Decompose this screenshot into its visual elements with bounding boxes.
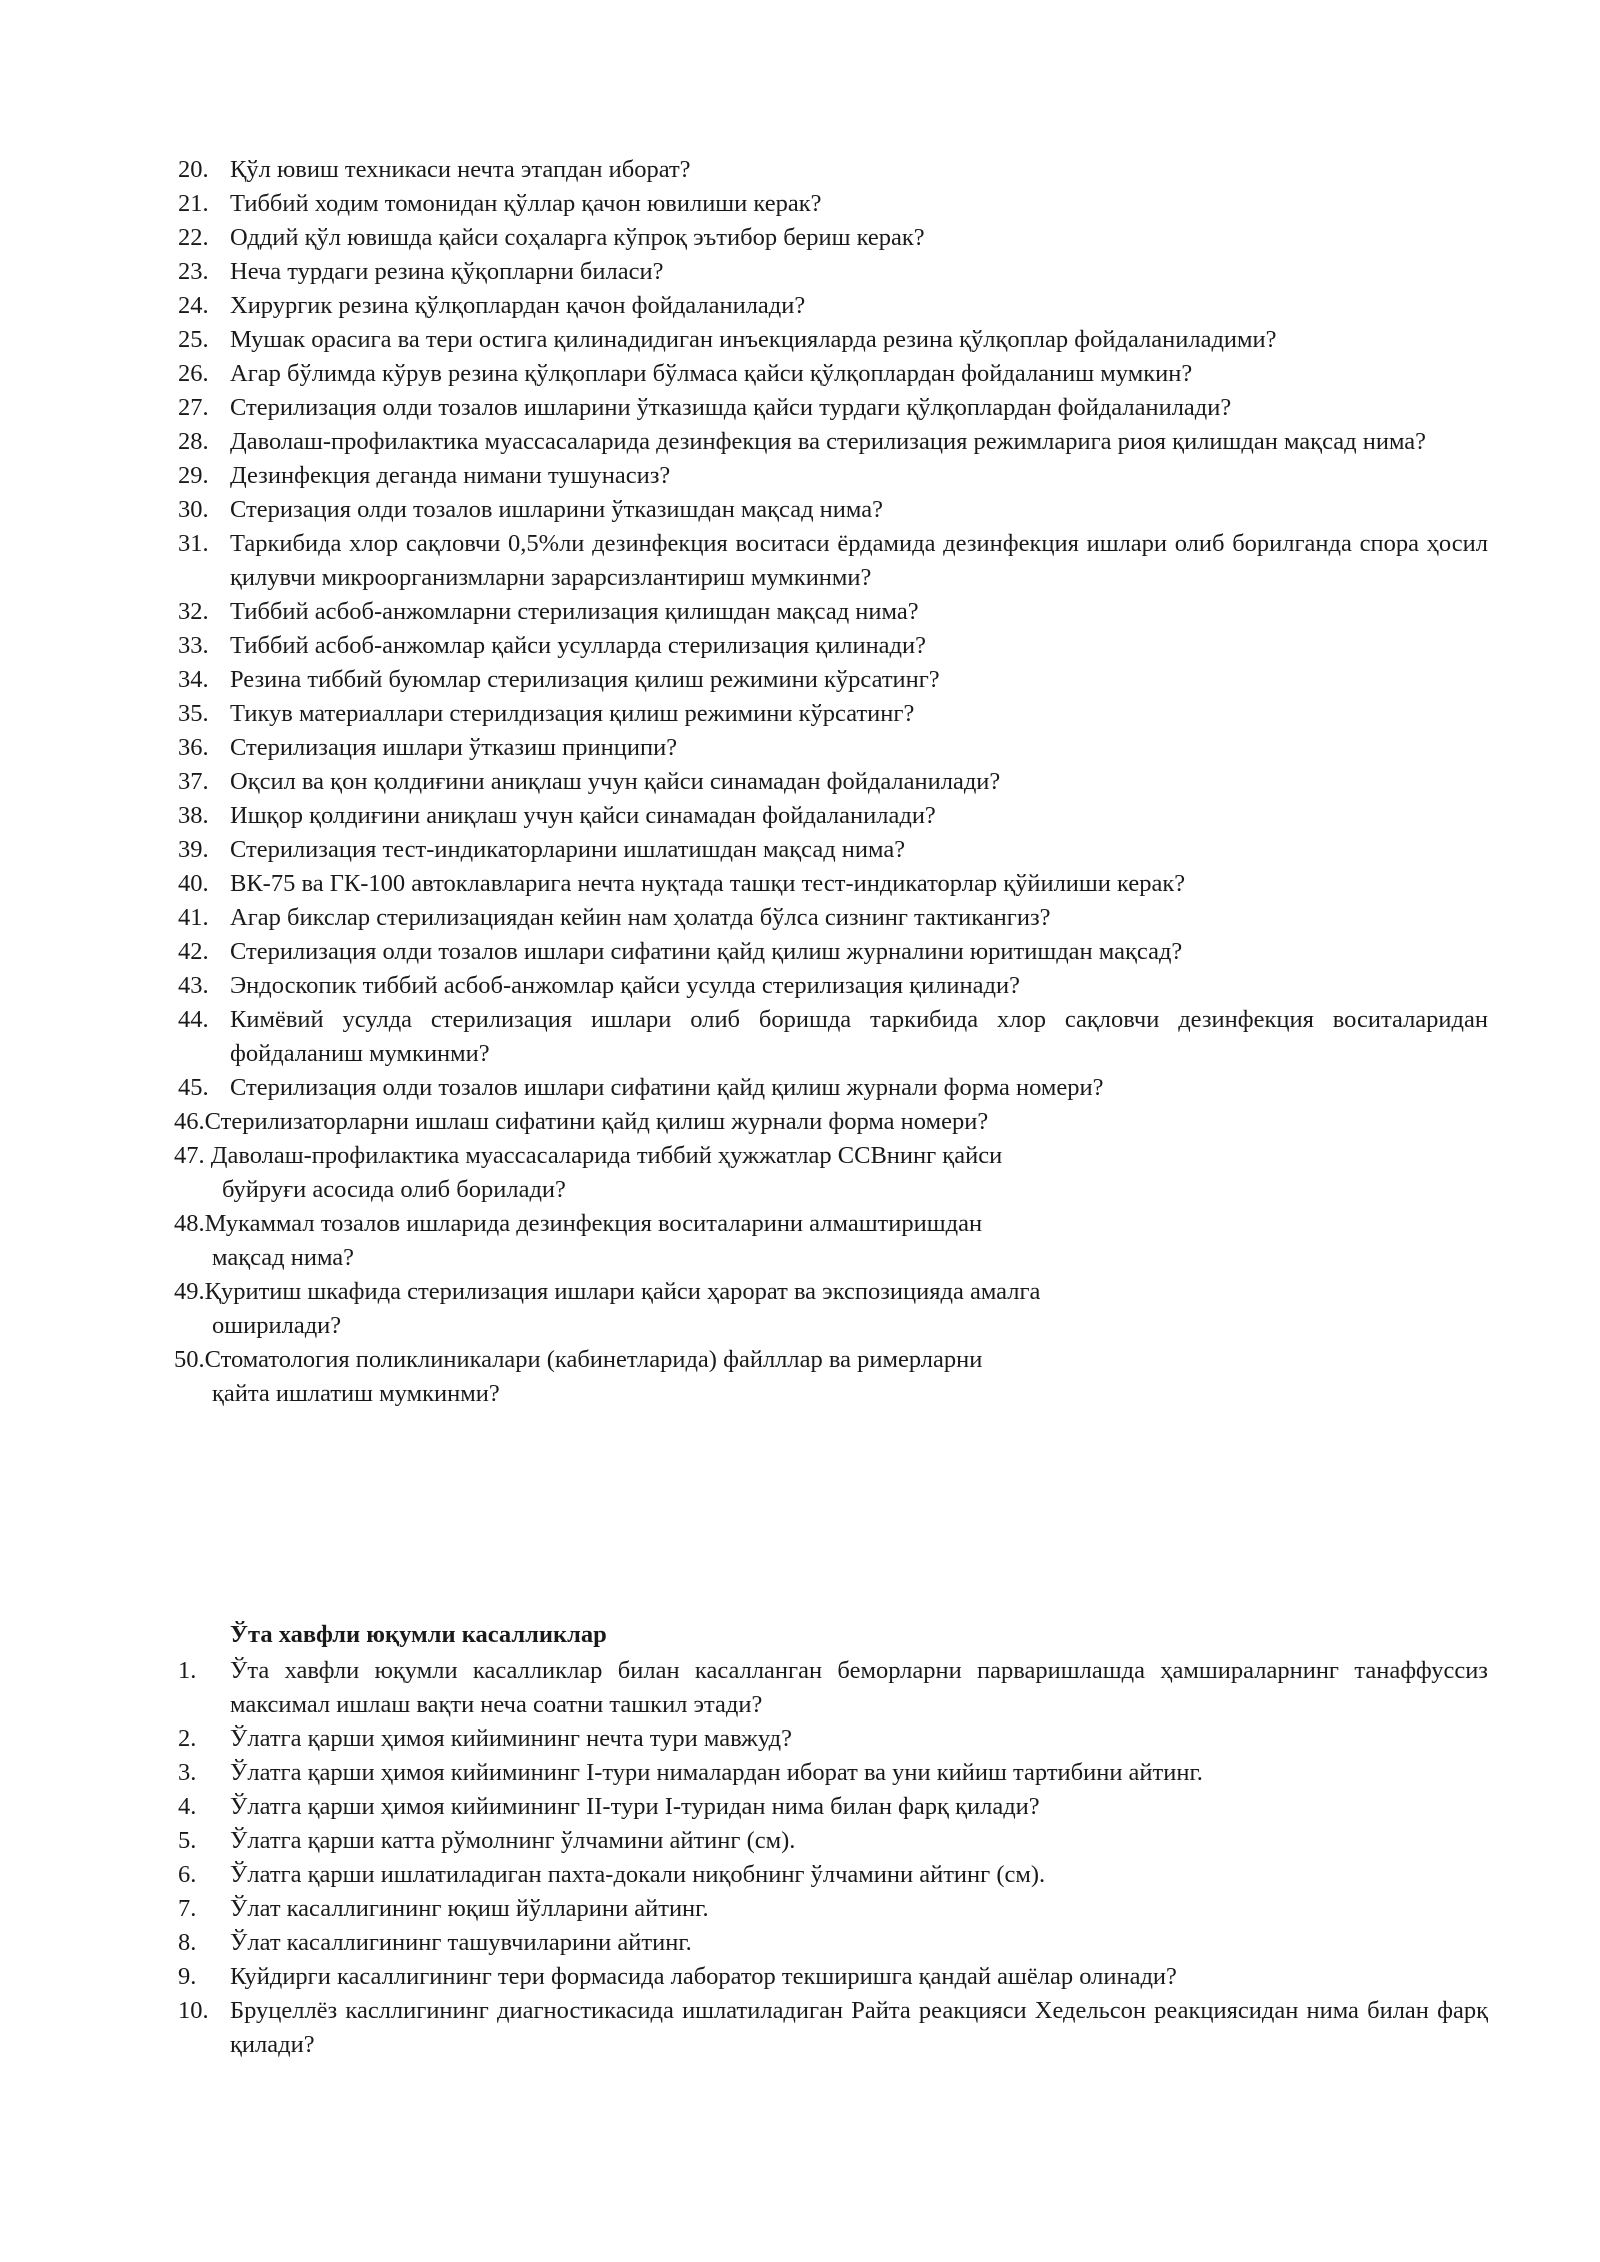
item-number: 45. [178,1074,209,1101]
question-list-dangerous-infections [178,1654,1488,2062]
item-text: Ўлатга қарши ҳимоя кийимининг II-тури I-туридан нима билан фарқ қилади? [230,1793,1040,1820]
item-text-line2: оширилади? [212,1312,342,1339]
item-text: Тиббий асбоб-анжомлар қайси усулларда стерилизация қилинади? [230,632,927,659]
list-item [178,1892,1488,1926]
item-text: Агар бикслар стерилизациядан кейин нам ҳолатда бўлса сизнинг тактикангиз? [230,904,1051,931]
item-text: Таркибида хлор сақловчи 0,5%ли дезинфекция воситаси ёрдамида дезинфекция ишлари олиб борилганда спора ҳосил қилувчи микроорганизмларни зарарсизлантириш мумкинми? [230,530,1488,591]
list-item [178,459,1488,493]
list-item [178,221,1488,255]
item-text: Қўл ювиш техникаси нечта этапдан иборат? [230,156,691,183]
item-number: 42. [178,938,209,965]
list-item [178,629,1488,663]
item-number: 1. [178,1657,197,1684]
item-text: Эндоскопик тиббий асбоб-анжомлар қайси усулда стерилизация қилинади? [230,972,1020,999]
list-item [178,527,1488,595]
list-item [178,1790,1488,1824]
item-text: Резина тиббий буюмлар стерилизация қилиш режимини кўрсатинг? [230,666,940,693]
item-number: 9. [178,1963,197,1990]
item-number: 31. [178,530,209,557]
list-item [178,867,1488,901]
item-text: Оқсил ва қон қолдиғини аниқлаш учун қайси синамадан фойдаланилади? [230,768,1001,795]
item-number: 32. [178,598,209,625]
list-item [178,323,1488,357]
item-text: Куйдирги касаллигининг тери формасида лаборатор текширишга қандай ашёлар олинади? [230,1963,1177,1990]
item-text-line2: буйруғи асосида олиб борилади? [222,1176,566,1203]
list-item [178,1824,1488,1858]
list-item [174,1343,1488,1411]
item-text-line1: Даволаш-профилактика муассасаларида тиббий ҳужжатлар ССВнинг қайси [204,1142,1003,1169]
item-number: 25. [178,326,209,353]
item-number: 24. [178,292,209,319]
item-number: 3. [178,1759,197,1786]
list-item [178,663,1488,697]
list-item [178,1994,1488,2062]
list-item [178,731,1488,765]
item-number: 35. [178,700,209,727]
item-text-line1: Мукаммал тозалов ишларида дезинфекция воситаларини алмаштиришдан [204,1210,983,1237]
item-number: 33. [178,632,209,659]
item-number: 48. [174,1210,205,1237]
list-item [178,255,1488,289]
section-title: Ўта хавфли юқумли касалликлар [230,1621,607,1648]
item-number: 5. [178,1827,197,1854]
item-text: Кимёвий усулда стерилизация ишлари олиб боришда таркибида хлор сақловчи дезинфекция воситаларидан фойдаланиш мумкинми? [230,1006,1488,1067]
item-text: Ўлатга қарши катта рўмолнинг ўлчамини айтинг (см). [230,1827,796,1854]
list-item [174,1105,1488,1139]
item-number: 4. [178,1793,197,1820]
item-number: 7. [178,1895,197,1922]
item-number: 41. [178,904,209,931]
item-text: Оддий қўл ювишда қайси соҳаларга кўпроқ эътибор бериш керак? [230,224,925,251]
list-item [174,1275,1488,1343]
item-number: 22. [178,224,209,251]
item-text: Тикув материаллари стерилдизация қилиш режимини кўрсатинг? [230,700,915,727]
list-item [178,1003,1488,1071]
item-number: 8. [178,1929,197,1956]
item-text: Ишқор қолдиғини аниқлаш учун қайси синамадан фойдаланилади? [230,802,936,829]
list-item [178,765,1488,799]
list-item [178,833,1488,867]
item-number: 50. [174,1346,205,1373]
item-text: Стеризация олди тозалов ишларини ўтказишдан мақсад нима? [230,496,883,523]
item-text: Неча турдаги резина қўқопларни биласи? [230,258,664,285]
item-text: Даволаш-профилактика муассасаларида дезинфекция ва стерилизация режимларига риоя қилишдан мақсад нима? [230,428,1427,455]
list-item [178,1071,1488,1105]
list-item [178,697,1488,731]
item-text: Ўлатга қарши ҳимоя кийимининг нечта тури мавжуд? [230,1725,792,1752]
item-number: 40. [178,870,209,897]
list-item [178,493,1488,527]
item-number: 37. [178,768,209,795]
item-text: Стерилизация олди тозалов ишларини ўтказишда қайси турдаги қўлқоплардан фойдаланилади? [230,394,1232,421]
item-text-line1: Қуритиш шкафида стерилизация ишлари қайси ҳарорат ва экспозицияда амалга [204,1278,1041,1305]
item-text: Стерилизация ишлари ўтказиш принципи? [230,734,678,761]
item-number: 2. [178,1725,197,1752]
item-number: 44. [178,1006,209,1033]
list-item [178,969,1488,1003]
item-text: Ўлат касаллигининг юқиш йўлларини айтинг. [230,1895,709,1922]
item-number: 27. [178,394,209,421]
list-item [178,901,1488,935]
list-item [178,357,1488,391]
list-item [178,1858,1488,1892]
list-item [174,1139,1488,1207]
list-item [178,1926,1488,1960]
list-item [178,391,1488,425]
item-text: Ўлатга қарши ҳимоя кийимининг I-тури нималардан иборат ва уни кийиш тартибини айтинг. [230,1759,1203,1786]
item-number: 46. [174,1108,205,1135]
item-text: Стерилизация олди тозалов ишлари сифатини қайд қилиш журналини юритишдан мақсад? [230,938,1183,965]
item-number: 21. [178,190,209,217]
item-text: ВК-75 ва ГК-100 автоклавларига нечта нуқтада ташқи тест-индикаторлар қўйилиши керак? [230,870,1186,897]
list-item [178,1960,1488,1994]
item-text: Агар бўлимда кўрув резина қўлқоплари бўлмаса қайси қўлқоплардан фойдаланиш мумкин? [230,360,1193,387]
item-text-line2: мақсад нима? [212,1244,355,1271]
item-text: Ўлат касаллигининг ташувчиларини айтинг. [230,1929,692,1956]
item-number: 28. [178,428,209,455]
item-text-line2: қайта ишлатиш мумкинми? [212,1380,500,1407]
list-item [178,1654,1488,1722]
list-item [178,425,1488,459]
item-number: 20. [178,156,209,183]
item-text: Дезинфекция деганда нимани тушунасиз? [230,462,671,489]
item-number: 39. [178,836,209,863]
item-text-line1: Стерилизаторларни ишлаш сифатини қайд қилиш журнали форма номери? [204,1108,989,1135]
question-list-sterilization [174,153,1488,1411]
item-text: Хирургик резина қўлқоплардан қачон фойдаланилади? [230,292,806,319]
item-number: 6. [178,1861,197,1888]
item-text: Стерилизация тест-индикаторларини ишлатишдан мақсад нима? [230,836,906,863]
item-number: 38. [178,802,209,829]
list-item [178,935,1488,969]
item-text: Бруцеллёз касллигининг диагностикасида ишлатиладиган Райта реакцияси Хедельсон реакциясидан нима билан фарқ қилади? [230,1997,1488,2058]
item-number: 34. [178,666,209,693]
item-text: Мушак орасига ва тери остига қилинадидиган инъекцияларда резина қўлқоплар фойдаланиладими? [230,326,1277,353]
item-number: 29. [178,462,209,489]
list-item [178,1722,1488,1756]
list-item [178,595,1488,629]
item-text: Ўлатга қарши ишлатиладиган пахта-докали ниқобнинг ўлчамини айтинг (см). [230,1861,1046,1888]
item-number: 10. [178,1997,209,2024]
list-item [178,153,1488,187]
item-number: 49. [174,1278,205,1305]
list-item [178,1756,1488,1790]
item-text-line1: Стоматология поликлиникалари (кабинетларида) файлллар ва римерларни [204,1346,983,1373]
item-number: 23. [178,258,209,285]
item-number: 36. [178,734,209,761]
list-item [178,799,1488,833]
item-text: Ўта хавфли юқумли касалликлар билан касалланган беморларни парваришлашда ҳамшираларнинг танаффуссиз максимал ишлаш вақти неча соатни ташкил этади? [230,1657,1488,1718]
list-item [174,1207,1488,1275]
item-number: 30. [178,496,209,523]
item-number: 47. [174,1142,205,1169]
list-item [178,187,1488,221]
item-text: Стерилизация олди тозалов ишлари сифатини қайд қилиш журнали форма номери? [230,1074,1104,1101]
item-text: Тиббий ходим томонидан қўллар қачон ювилиши керак? [230,190,822,217]
item-number: 26. [178,360,209,387]
list-item [178,289,1488,323]
item-text: Тиббий асбоб-анжомларни стерилизация қилишдан мақсад нима? [230,598,919,625]
item-number: 43. [178,972,209,999]
